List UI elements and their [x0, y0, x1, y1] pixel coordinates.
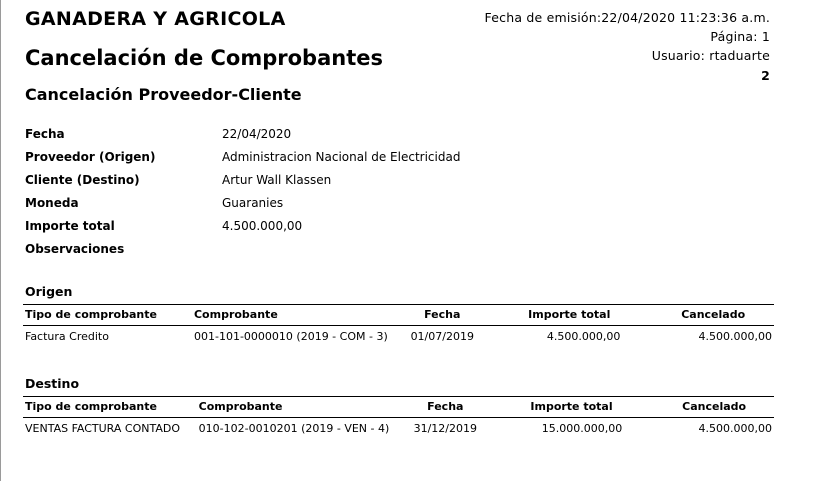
- column-header-importe: Importe total: [489, 397, 655, 418]
- field-label: Proveedor (Origen): [25, 150, 156, 164]
- cell-cancelado: 4.500.000,00: [698, 422, 772, 435]
- emission-date: Fecha de emisión:22/04/2020 11:23:36 a.m.: [484, 10, 770, 25]
- origen-table: [23, 304, 774, 347]
- field-value: Administracion Nacional de Electricidad: [222, 150, 461, 164]
- company-name: GANADERA Y AGRICOLA: [25, 8, 286, 30]
- column-header-fecha: Fecha: [402, 397, 489, 418]
- field-value: 22/04/2020: [222, 127, 292, 141]
- cell-fecha: 31/12/2019: [413, 422, 477, 435]
- table-row: [23, 418, 774, 440]
- cell-importe: 15.000.000,00: [541, 422, 623, 435]
- cell-tipo: VENTAS FACTURA CONTADO: [25, 422, 180, 435]
- destino-table: [23, 396, 774, 439]
- field-label: Cliente (Destino): [25, 173, 140, 187]
- report-meta: [485, 8, 770, 85]
- field-label: Importe total: [25, 219, 115, 233]
- document-number: 2: [761, 68, 770, 83]
- section-title-origen: Origen: [25, 284, 73, 299]
- user-name: Usuario: rtaduarte: [651, 48, 770, 63]
- column-header-comprobante: Comprobante: [197, 397, 402, 418]
- column-header-comprobante: Comprobante: [192, 305, 398, 326]
- page-number: Página: 1: [710, 29, 770, 44]
- table-header-row: [23, 305, 774, 326]
- document-subtitle: Cancelación Proveedor-Cliente: [25, 85, 302, 104]
- cell-fecha: 01/07/2019: [410, 330, 474, 343]
- cell-cancelado: 4.500.000,00: [698, 330, 772, 343]
- field-value: Guaranies: [222, 196, 284, 210]
- field-value: 4.500.000,00: [222, 219, 303, 233]
- cell-tipo: Factura Credito: [25, 330, 109, 343]
- field-label: Moneda: [25, 196, 79, 210]
- cell-comprobante: 010-102-0010201 (2019 - VEN - 4): [198, 422, 390, 435]
- field-value: Artur Wall Klassen: [222, 173, 332, 187]
- document-title: Cancelación de Comprobantes: [25, 46, 383, 70]
- field-label: Fecha: [25, 127, 65, 141]
- table-header-row: [23, 397, 774, 418]
- table-row: [23, 326, 774, 348]
- section-title-destino: Destino: [25, 376, 80, 391]
- page-left-border: [0, 0, 1, 481]
- field-label: Observaciones: [25, 242, 125, 256]
- column-header-fecha: Fecha: [398, 305, 486, 326]
- column-header-cancelado: Cancelado: [652, 305, 774, 326]
- column-header-cancelado: Cancelado: [654, 397, 774, 418]
- column-header-importe: Importe total: [486, 305, 652, 326]
- column-header-tipo: Tipo de comprobante: [23, 305, 192, 326]
- cell-importe: 4.500.000,00: [546, 330, 621, 343]
- column-header-tipo: Tipo de comprobante: [23, 397, 197, 418]
- cell-comprobante: 001-101-0000010 (2019 - COM - 3): [193, 330, 388, 343]
